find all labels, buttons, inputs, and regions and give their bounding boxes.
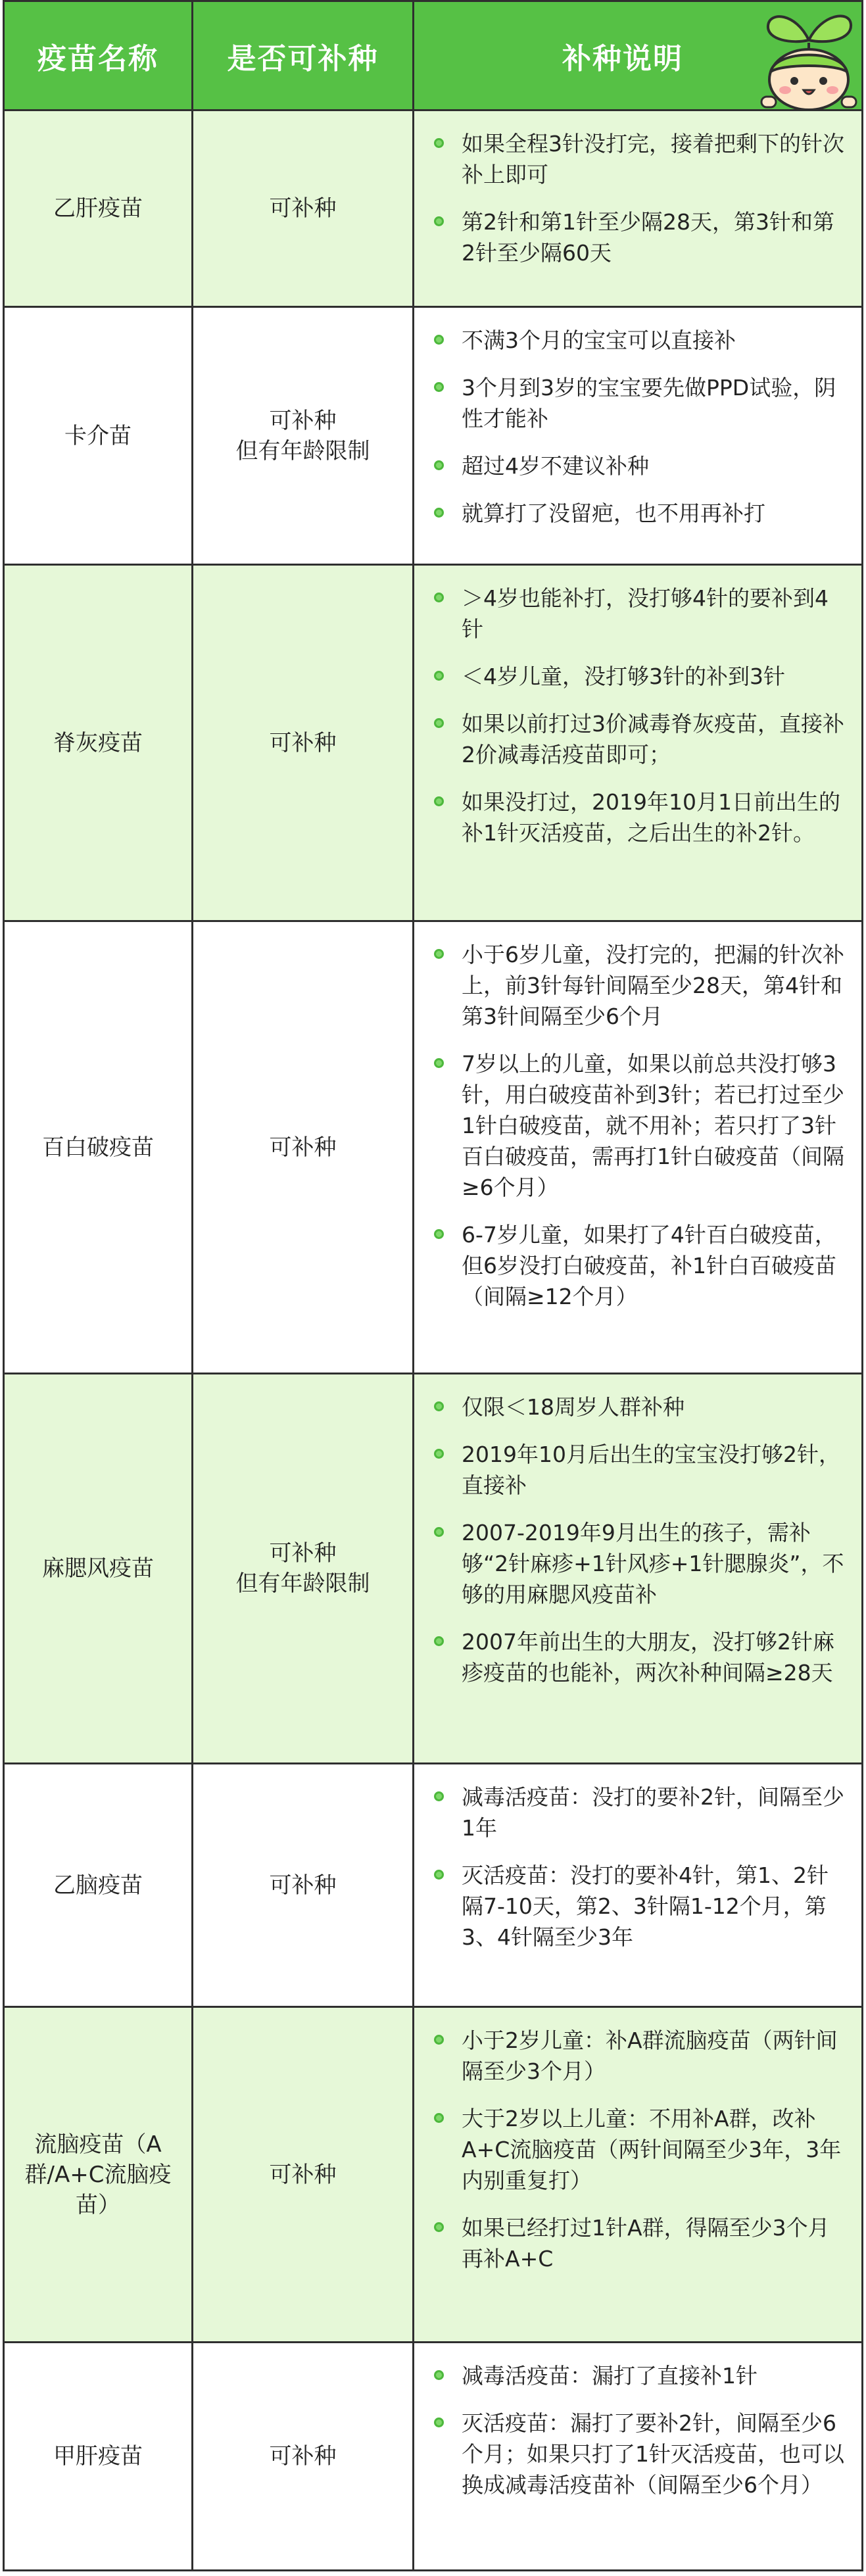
header-catchup-notes [414,2,861,109]
note-item [433,787,844,848]
bullet-icon [434,2113,444,2123]
catchup-status-line: 但有年龄限制 [235,1570,370,1597]
header-vaccine-name: 疫苗名称 [5,2,193,109]
sprout-mascot-icon [756,6,861,110]
note-item [433,1860,844,1953]
note-item [433,2025,844,2087]
catchup-status [193,308,414,564]
table-row [5,566,861,922]
note-text: 第2针和第1针至少隔28天，第3针和第2针至少隔60天 [462,209,834,266]
catchup-status [193,922,414,1373]
bullet-icon [434,1401,444,1411]
vaccine-name: 甲肝疫苗 [5,2343,193,2569]
note-item [433,2360,844,2391]
vaccine-name: 脊灰疫苗 [5,566,193,920]
note-item [433,661,844,692]
note-item [433,1219,844,1312]
catchup-notes [414,922,861,1373]
catchup-status [193,566,414,920]
catchup-status [193,1764,414,2006]
catchup-status [193,2008,414,2341]
bullet-icon [434,216,444,226]
note-text: 如果已经打过1针A群，得隔至少3个月再补A+C [462,2215,830,2272]
note-item [433,2103,844,2196]
catchup-notes [414,2343,861,2569]
note-text: 就算打了没留疤，也不用再补打 [462,500,765,526]
note-text: 如果没打过，2019年10月1日前出生的补1针灭活疫苗，之后出生的补2针。 [462,789,840,846]
catchup-status-line: 可补种 [269,407,337,434]
bullet-icon [434,593,444,602]
note-item [433,498,844,529]
catchup-status-line: 可补种 [269,1134,337,1161]
vaccine-name: 流脑疫苗（A群/A+C流脑疫苗） [5,2008,193,2341]
table-row [5,1374,861,1764]
note-text: 大于2岁以上儿童：不用补A群，改补A+C流脑疫苗（两针间隔至少3年，3年内别重复打） [462,2106,842,2193]
bullet-icon [434,335,444,345]
bullet-icon [434,1229,444,1239]
note-item [433,1439,844,1501]
table-row [5,308,861,566]
catchup-notes [414,308,861,564]
note-item [433,325,844,356]
bullet-icon [434,2370,444,2380]
catchup-status-line: 可补种 [269,1540,337,1567]
note-item [433,1392,844,1422]
note-item [433,1626,844,1688]
bullet-icon [434,508,444,518]
note-item [433,939,844,1032]
note-text: 小于6岁儿童，没打完的，把漏的针次补上，前3针每针间隔至少28天，第4针和第3针间隔至少6个月 [462,942,844,1029]
table-row [5,2008,861,2343]
catchup-status-line: 可补种 [269,195,337,222]
table-row [5,1764,861,2008]
catchup-notes [414,566,861,920]
note-text: 灭活疫苗：漏打了要补2针，间隔至少6个月；如果只打了1针灭活疫苗，也可以换成减毒活疫苗补（间隔至少6个月） [462,2410,844,2498]
bullet-icon [434,2418,444,2427]
note-item [433,708,844,770]
note-item [433,128,844,190]
bullet-icon [434,718,444,728]
note-item [433,2408,844,2500]
catchup-notes [414,2008,861,2341]
note-text: 如果以前打过3价减毒脊灰疫苗，直接补2价减毒活疫苗即可； [462,711,844,767]
note-item [433,372,844,434]
catchup-notes [414,111,861,306]
note-text: 2019年10月后出生的宝宝没打够2针，直接补 [462,1442,840,1498]
note-item [433,1048,844,1203]
note-text: 2007-2019年9月出生的孩子，需补够“2针麻疹+1针风疹+1针腮腺炎”，不够的用麻腮风疫苗补 [462,1520,844,1607]
vaccine-name: 麻腮风疫苗 [5,1374,193,1762]
catchup-status [193,111,414,306]
note-item [433,1517,844,1610]
catchup-notes [414,1764,861,2006]
note-item [433,583,844,644]
note-text: 3个月到3岁的宝宝要先做PPD试验，阴性才能补 [462,375,836,431]
note-text: 7岁以上的儿童，如果以前总共没打够3针，用白破疫苗补到3针；若已打过至少1针白破疫苗，就不用补；若只打了3针百白破疫苗，需再打1针白破疫苗（间隔≥6个月） [462,1051,844,1200]
bullet-icon [434,949,444,959]
note-item [433,1782,844,1843]
note-text: 不满3个月的宝宝可以直接补 [462,328,736,353]
bullet-icon [434,138,444,148]
bullet-icon [434,671,444,681]
table-row [5,2343,861,2569]
vaccine-catchup-table [3,0,863,2571]
catchup-status-line: 可补种 [269,2161,337,2188]
note-item [433,450,844,481]
catchup-status [193,2343,414,2569]
bullet-icon [434,1058,444,1068]
note-text: 6-7岁儿童，如果打了4针百白破疫苗，但6岁没打白破疫苗，补1针白百破疫苗（间隔≥12个月） [462,1222,836,1309]
bullet-icon [434,460,444,470]
note-text: 超过4岁不建议补种 [462,453,649,479]
bullet-icon [434,1449,444,1459]
bullet-icon [434,1791,444,1801]
note-text: 仅限＜18周岁人群补种 [462,1394,685,1420]
note-text: 如果全程3针没打完，接着把剩下的针次补上即可 [462,131,844,187]
catchup-notes [414,1374,861,1762]
note-text: 小于2岁儿童：补A群流脑疫苗（两针间隔至少3个月） [462,2028,838,2084]
vaccine-name: 百白破疫苗 [5,922,193,1373]
header-can-catchup: 是否可补种 [193,2,414,109]
bullet-icon [434,1527,444,1537]
note-item [433,207,844,268]
note-text: 减毒活疫苗：没打的要补2针，间隔至少1年 [462,1784,844,1841]
note-text: ＜4岁儿童，没打够3针的补到3针 [462,664,785,689]
note-text: 2007年前出生的大朋友，没打够2针麻疹疫苗的也能补，两次补种间隔≥28天 [462,1629,834,1686]
table-header [5,2,861,111]
vaccine-name: 卡介苗 [5,308,193,564]
note-text: 灭活疫苗：没打的要补4针，第1、2针隔7-10天，第2、3针隔1-12个月，第3、4针隔至少3年 [462,1862,829,1950]
catchup-status [193,1374,414,1762]
bullet-icon [434,1870,444,1880]
table-row [5,111,861,308]
catchup-status-line: 可补种 [269,2443,337,2469]
note-text: 减毒活疫苗：漏打了直接补1针 [462,2363,758,2389]
bullet-icon [434,2222,444,2232]
vaccine-name: 乙脑疫苗 [5,1764,193,2006]
bullet-icon [434,1636,444,1646]
catchup-status-line: 可补种 [269,1872,337,1899]
table-row [5,922,861,1374]
header-catchup-notes-label: 补种说明 [562,41,683,76]
note-text: ＞4岁也能补打，没打够4针的要补到4针 [462,585,829,642]
bullet-icon [434,2035,444,2045]
catchup-status-line: 但有年龄限制 [235,437,370,464]
bullet-icon [434,796,444,806]
catchup-status-line: 可补种 [269,729,337,756]
note-item [433,2212,844,2274]
bullet-icon [434,382,444,392]
vaccine-name: 乙肝疫苗 [5,111,193,306]
